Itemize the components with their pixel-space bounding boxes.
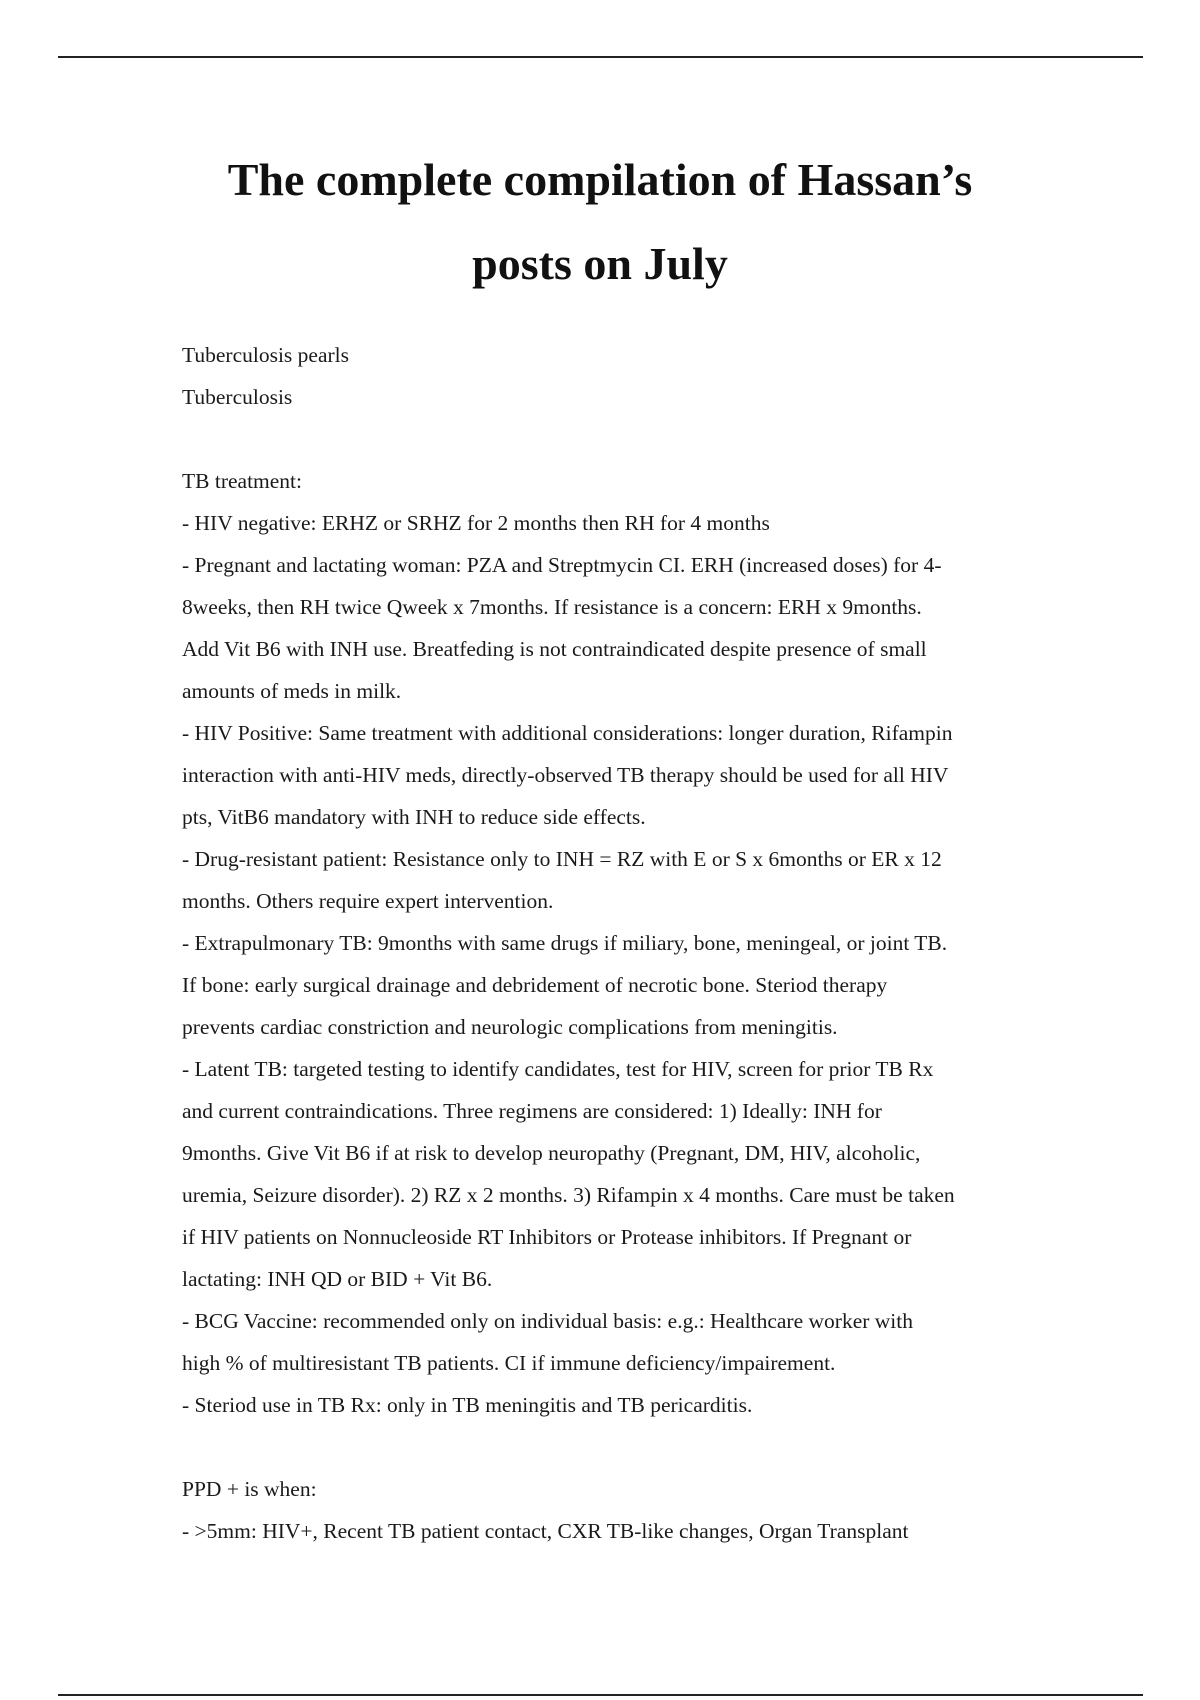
text-line: - >5mm: HIV+, Recent TB patient contact, CXR TB-like changes, Organ Transplant [182,1519,909,1543]
text-line: - Steriod use in TB Rx: only in TB meningitis and TB pericarditis. [182,1393,753,1417]
bottom-divider [58,1694,1143,1696]
text-line: and current contraindications. Three regimens are considered: 1) Ideally: INH for [182,1099,882,1123]
text-line: months. Others require expert intervention. [182,889,554,913]
title-line-1: The complete compilation of Hassan’s [227,154,973,205]
heading-tb-pearls: Tuberculosis pearls [182,343,350,367]
text-line: if HIV patients on Nonnucleoside RT Inhibitors or Protease inhibitors. If Pregnant or [182,1225,912,1249]
text-line: - Pregnant and lactating woman: PZA and Streptmycin CI. ERH (increased doses) for 4- [182,553,942,577]
blank-line [182,1426,1062,1468]
text-line: high % of multiresistant TB patients. CI if immune deficiency/impairement. [182,1351,836,1375]
blank-line [182,418,1062,460]
page-title [0,138,1200,306]
text-line: prevents cardiac constriction and neurologic complications from meningitis. [182,1015,838,1039]
text-line: - Extrapulmonary TB: 9months with same drugs if miliary, bone, meningeal, or joint TB. [182,931,948,955]
text-line: If bone: early surgical drainage and debridement of necrotic bone. Steriod therapy [182,973,888,997]
text-line: - HIV negative: ERHZ or SRHZ for 2 months then RH for 4 months [182,511,770,535]
text-line: amounts of meds in milk. [182,679,402,703]
heading-tuberculosis: Tuberculosis [182,385,293,409]
text-line: lactating: INH QD or BID + Vit B6. [182,1267,493,1291]
text-line: - HIV Positive: Same treatment with additional considerations: longer duration, Rifampin [182,721,953,745]
text-line: uremia, Seizure disorder). 2) RZ x 2 months. 3) Rifampin x 4 months. Care must be taken [182,1183,955,1207]
text-line: - BCG Vaccine: recommended only on individual basis: e.g.: Healthcare worker with [182,1309,913,1333]
text-line: Add Vit B6 with INH use. Breatfeding is not contraindicated despite presence of small [182,637,927,661]
text-line: - Latent TB: targeted testing to identify candidates, test for HIV, screen for prior TB Rx [182,1057,934,1081]
text-line: pts, VitB6 mandatory with INH to reduce side effects. [182,805,646,829]
text-line: - Drug-resistant patient: Resistance only to INH = RZ with E or S x 6months or ER x 12 [182,847,942,871]
text-line: 8weeks, then RH twice Qweek x 7months. If resistance is a concern: ERH x 9months. [182,595,922,619]
title-line-2: posts on July [472,238,728,289]
heading-ppd: PPD + is when: [182,1477,317,1501]
top-divider [58,56,1143,58]
text-line: interaction with anti-HIV meds, directly-observed TB therapy should be used for all HIV [182,763,949,787]
document-body [182,334,1062,1552]
text-line: 9months. Give Vit B6 if at risk to develop neuropathy (Pregnant, DM, HIV, alcoholic, [182,1141,921,1165]
heading-tb-treatment: TB treatment: [182,469,303,493]
